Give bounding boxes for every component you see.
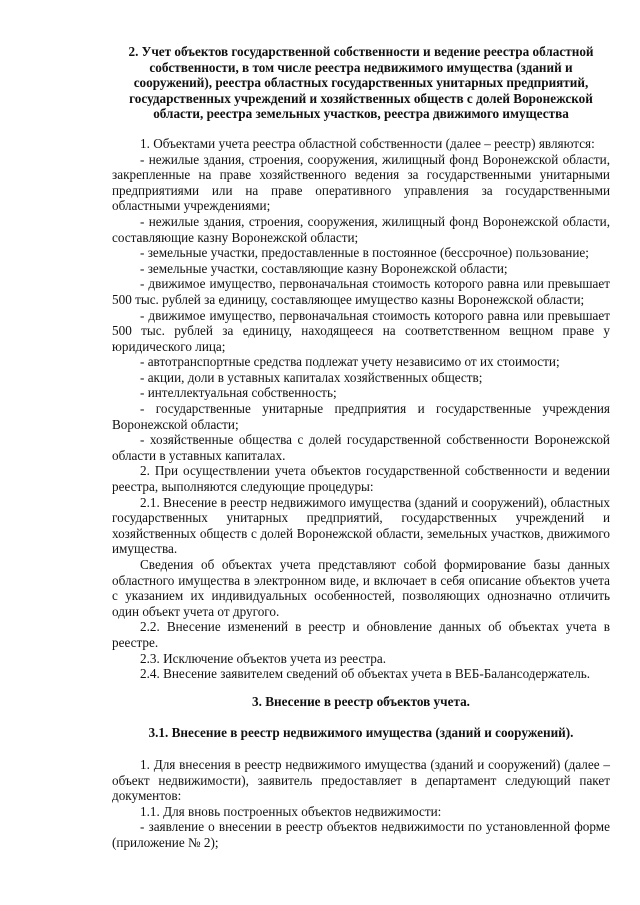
paragraph-2-3: 2.3. Исключение объектов учета из реестра. <box>140 650 386 666</box>
paragraph-2-2: 2.2. Внесение изменений в реестр и обновление данных об объектах учета в реестре. <box>112 619 610 650</box>
list-item: - интеллектуальная собственность; <box>140 385 337 401</box>
list-item: - земельные участки, предоставленные в постоянное (бессрочное) пользование; <box>140 245 589 261</box>
list-item: - автотранспортные средства подлежат учету независимо от их стоимости; <box>140 354 560 370</box>
paragraph-3-1-1: 1.1. Для вновь построенных объектов недвижимости: <box>140 803 442 819</box>
list-item: - нежилые здания, строения, сооружения, жилищный фонд Воронежской области, составляющие казну Воронежской области; <box>112 213 610 245</box>
paragraph-2-info: Сведения об объектах учета представляют собой формирование базы данных областного имущества в электронном виде, и включает в себя описание объектов учета с указанием их индивидуальных особенностей, позволяющих однозначно отличить один объект учета от другого. <box>112 557 610 619</box>
paragraph-2-4: 2.4. Внесение заявителем сведений об объектах учета в ВЕБ-Балансодержатель. <box>140 666 591 682</box>
section-3-heading: 3. Внесение в реестр объектов учета. <box>252 693 470 709</box>
section-2-heading: 2. Учет объектов государственной собственности и ведение реестра областной собственности, в том числе реестра недвижимого имущества (зданий и сооружений), реестра областных государственных унитарных предприятий, государственных учреждений и хозяйственных обществ с долей Воронежской области, реестра земельных участков, реестра движимого имущества <box>128 44 594 122</box>
paragraph-2-1: 2.1. Внесение в реестр недвижимого имущества (зданий и сооружений), областных государственных унитарных предприятий, государственных учреждений и хозяйственных обществ с долей Воронежской области, земельных участков, движимого имущества. <box>112 494 610 557</box>
paragraph-2: 2. При осуществлении учета объектов государственной собственности и ведении реестра, выполняются следующие процедуры: <box>112 463 610 495</box>
list-item: - нежилые здания, строения, сооружения, жилищный фонд Воронежской области, закрепленные на праве хозяйственного ведения за государственными унитарными предприятиями или на праве оперативного управления за государственными областными учреждениями; <box>112 151 610 214</box>
section-3-1-heading: 3.1. Внесение в реестр недвижимого имущества (зданий и сооружений). <box>148 725 574 741</box>
list-item: - хозяйственные общества с долей государственной собственности Воронежской области в уставных капиталах. <box>112 432 610 463</box>
paragraph-3-1: 1. Для внесения в реестр недвижимого имущества (зданий и сооружений) (далее – объект недвижимости), заявитель предоставляет в департамент следующий пакет документов: <box>112 756 610 804</box>
list-item: - движимое имущество, первоначальная стоимость которого равна или превышает 500 тыс. рублей за единицу, составляющее имущество казны Воронежской области; <box>112 276 610 307</box>
list-item: - земельные участки, составляющие казну Воронежской области; <box>140 260 508 276</box>
paragraph-1: 1. Объектами учета реестра областной собственности (далее – реестр) являются: <box>140 135 595 151</box>
list-item: - акции, доли в уставных капиталах хозяйственных обществ; <box>140 369 483 385</box>
list-item: - движимое имущество, первоначальная стоимость которого равна или превышает 500 тыс. рублей за единицу, находящееся на соответственном вещном праве у юридического лица; <box>112 307 610 354</box>
list-item: - заявление о внесении в реестр объектов недвижимости по установленной форме (приложение № 2); <box>112 819 610 850</box>
list-item: - государственные унитарные предприятия и государственные учреждения Воронежской области; <box>112 401 610 432</box>
